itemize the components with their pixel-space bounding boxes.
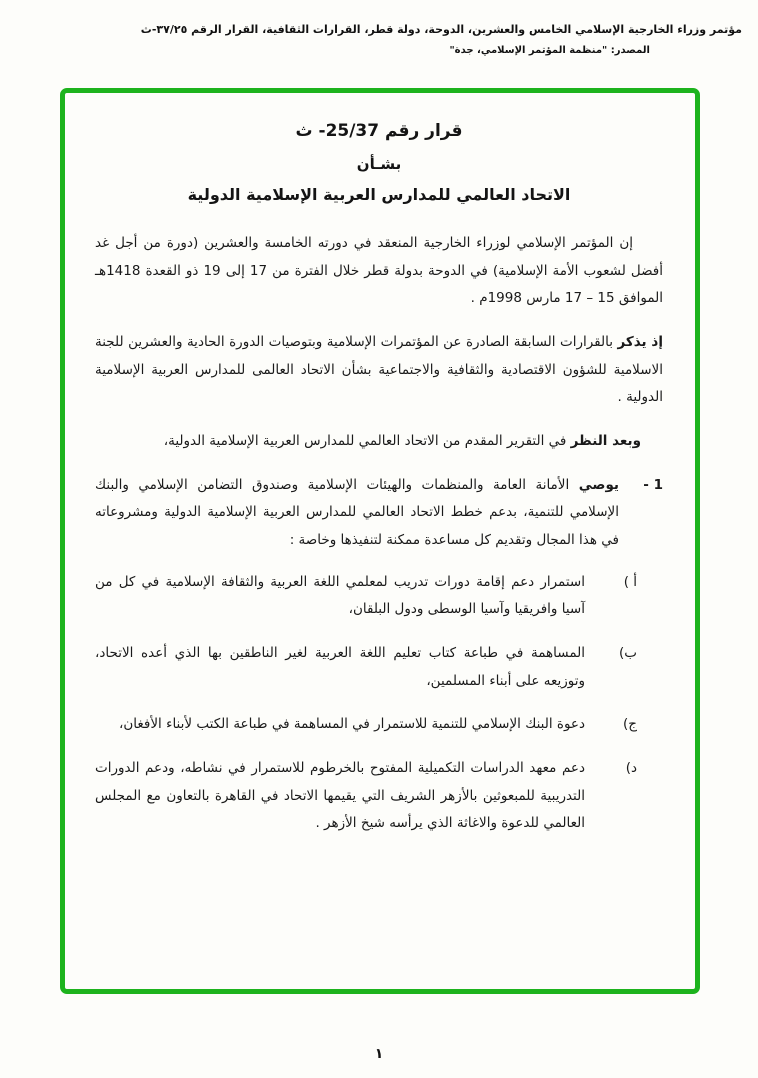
subitem-b-text: المساهمة في طباعة كتاب تعليم اللغة العربية لغير الناطقين بها الذي أعده الاتحاد، وتوزيعه على أبناء المسلمين، [95, 645, 585, 689]
recall-lead: إذ يذكر [617, 334, 663, 351]
subitem-a-marker: أ ) [623, 573, 637, 590]
subitem-j [95, 711, 637, 739]
subject-label: بشـأن [356, 155, 402, 173]
item-text [95, 472, 619, 555]
header-source-line: المصدر: "منظمة المؤتمر الإسلامي، جدة" [449, 44, 650, 56]
consideration-text: في التقرير المقدم من الاتحاد العالمي للمدارس العربية الإسلامية الدولية، [163, 433, 567, 450]
union-title: الاتحاد العالمي للمدارس العربية الإسلامية الدولية [187, 185, 571, 204]
subitem-a-text: استمرار دعم إقامة دورات تدريب لمعلمي اللغة العربية والثقافة الإسلامية في كل من آسيا وافريقيا وآسيا الوسطى ودول البلقان، [95, 573, 585, 618]
item-lead: يوصي [578, 476, 619, 493]
header-citation-line: مؤتمر وزراء الخارجية الإسلامي الخامس والعشرين، الدوحة، دولة قطر، القرارات الثقافية، القرار الرقم ٣٧/٢٥-ث [140, 23, 742, 36]
subitem-a [95, 569, 637, 624]
recall-text: بالقرارات السابقة الصادرة عن المؤتمرات الإسلامية وبتوصيات الدورة الحادية والعشرين للجنة الاسلامية للشؤون الاقتصادية والثقافية والاجتماعية بشأن الاتحاد العالمى للمدارس العربية الإسلامية الدولية . [95, 334, 663, 406]
subitem-j-text: دعوة البنك الإسلامي للتنمية للاستمرار في المساهمة في طباعة الكتب لأبناء الأفغان، [119, 716, 585, 733]
item-body-text: الأمانة العامة والمنظمات والهيئات الإسلامية وصندوق التضامن الإسلامي والبنك الإسلامي للتنمية، بدعم خطط الاتحاد العالمي للمدارس العربية الإسلامية الدولية ومشروعاته في هذا المجال وتقديم كل مساعدة ممكنة لتنفيذها وخاصة : [95, 476, 619, 549]
decision-body [95, 230, 663, 838]
subitem-b [95, 640, 637, 695]
decision-frame [60, 88, 700, 994]
title-block [95, 121, 663, 204]
subitem-d-marker: د) [625, 760, 637, 777]
document-header [16, 22, 742, 58]
subitem-b-marker: ب) [619, 645, 637, 662]
consideration-paragraph [95, 428, 663, 456]
preamble-paragraph: إن المؤتمر الإسلامي لوزراء الخارجية المنعقد في دورته الخامسة والعشرين (دورة من أجل غد أفضل لشعوب الأمة الإسلامية) في الدوحة بدولة قطر خلال الفترة من 17 إلى 19 ذو القعدة 1418هـ الموافق 15 – 17 مارس 1998م . [95, 235, 663, 307]
subitem-j-marker: ج) [623, 716, 637, 733]
item-number: 1 - [643, 476, 663, 493]
subitem-d-text: دعم معهد الدراسات التكميلية المفتوح بالخرطوم للاستمرار في نشاطه، ودعم الدورات التدريبية للمبعوثين بالأزهر الشريف التي يقيمها الاتحاد في القاهرة بالتعاون مع المجلس العالمي للدعوة والاغاثة الذي يرأسه شيخ الأزهر . [95, 760, 585, 832]
consideration-lead: وبعد النظر [570, 433, 641, 450]
decision-number-title: قرار رقم 25/37- ث [295, 121, 463, 141]
page-number: ١ [374, 1046, 384, 1062]
resolution-item-1 [95, 472, 663, 555]
recall-paragraph [95, 329, 663, 412]
subitem-d [95, 755, 637, 838]
